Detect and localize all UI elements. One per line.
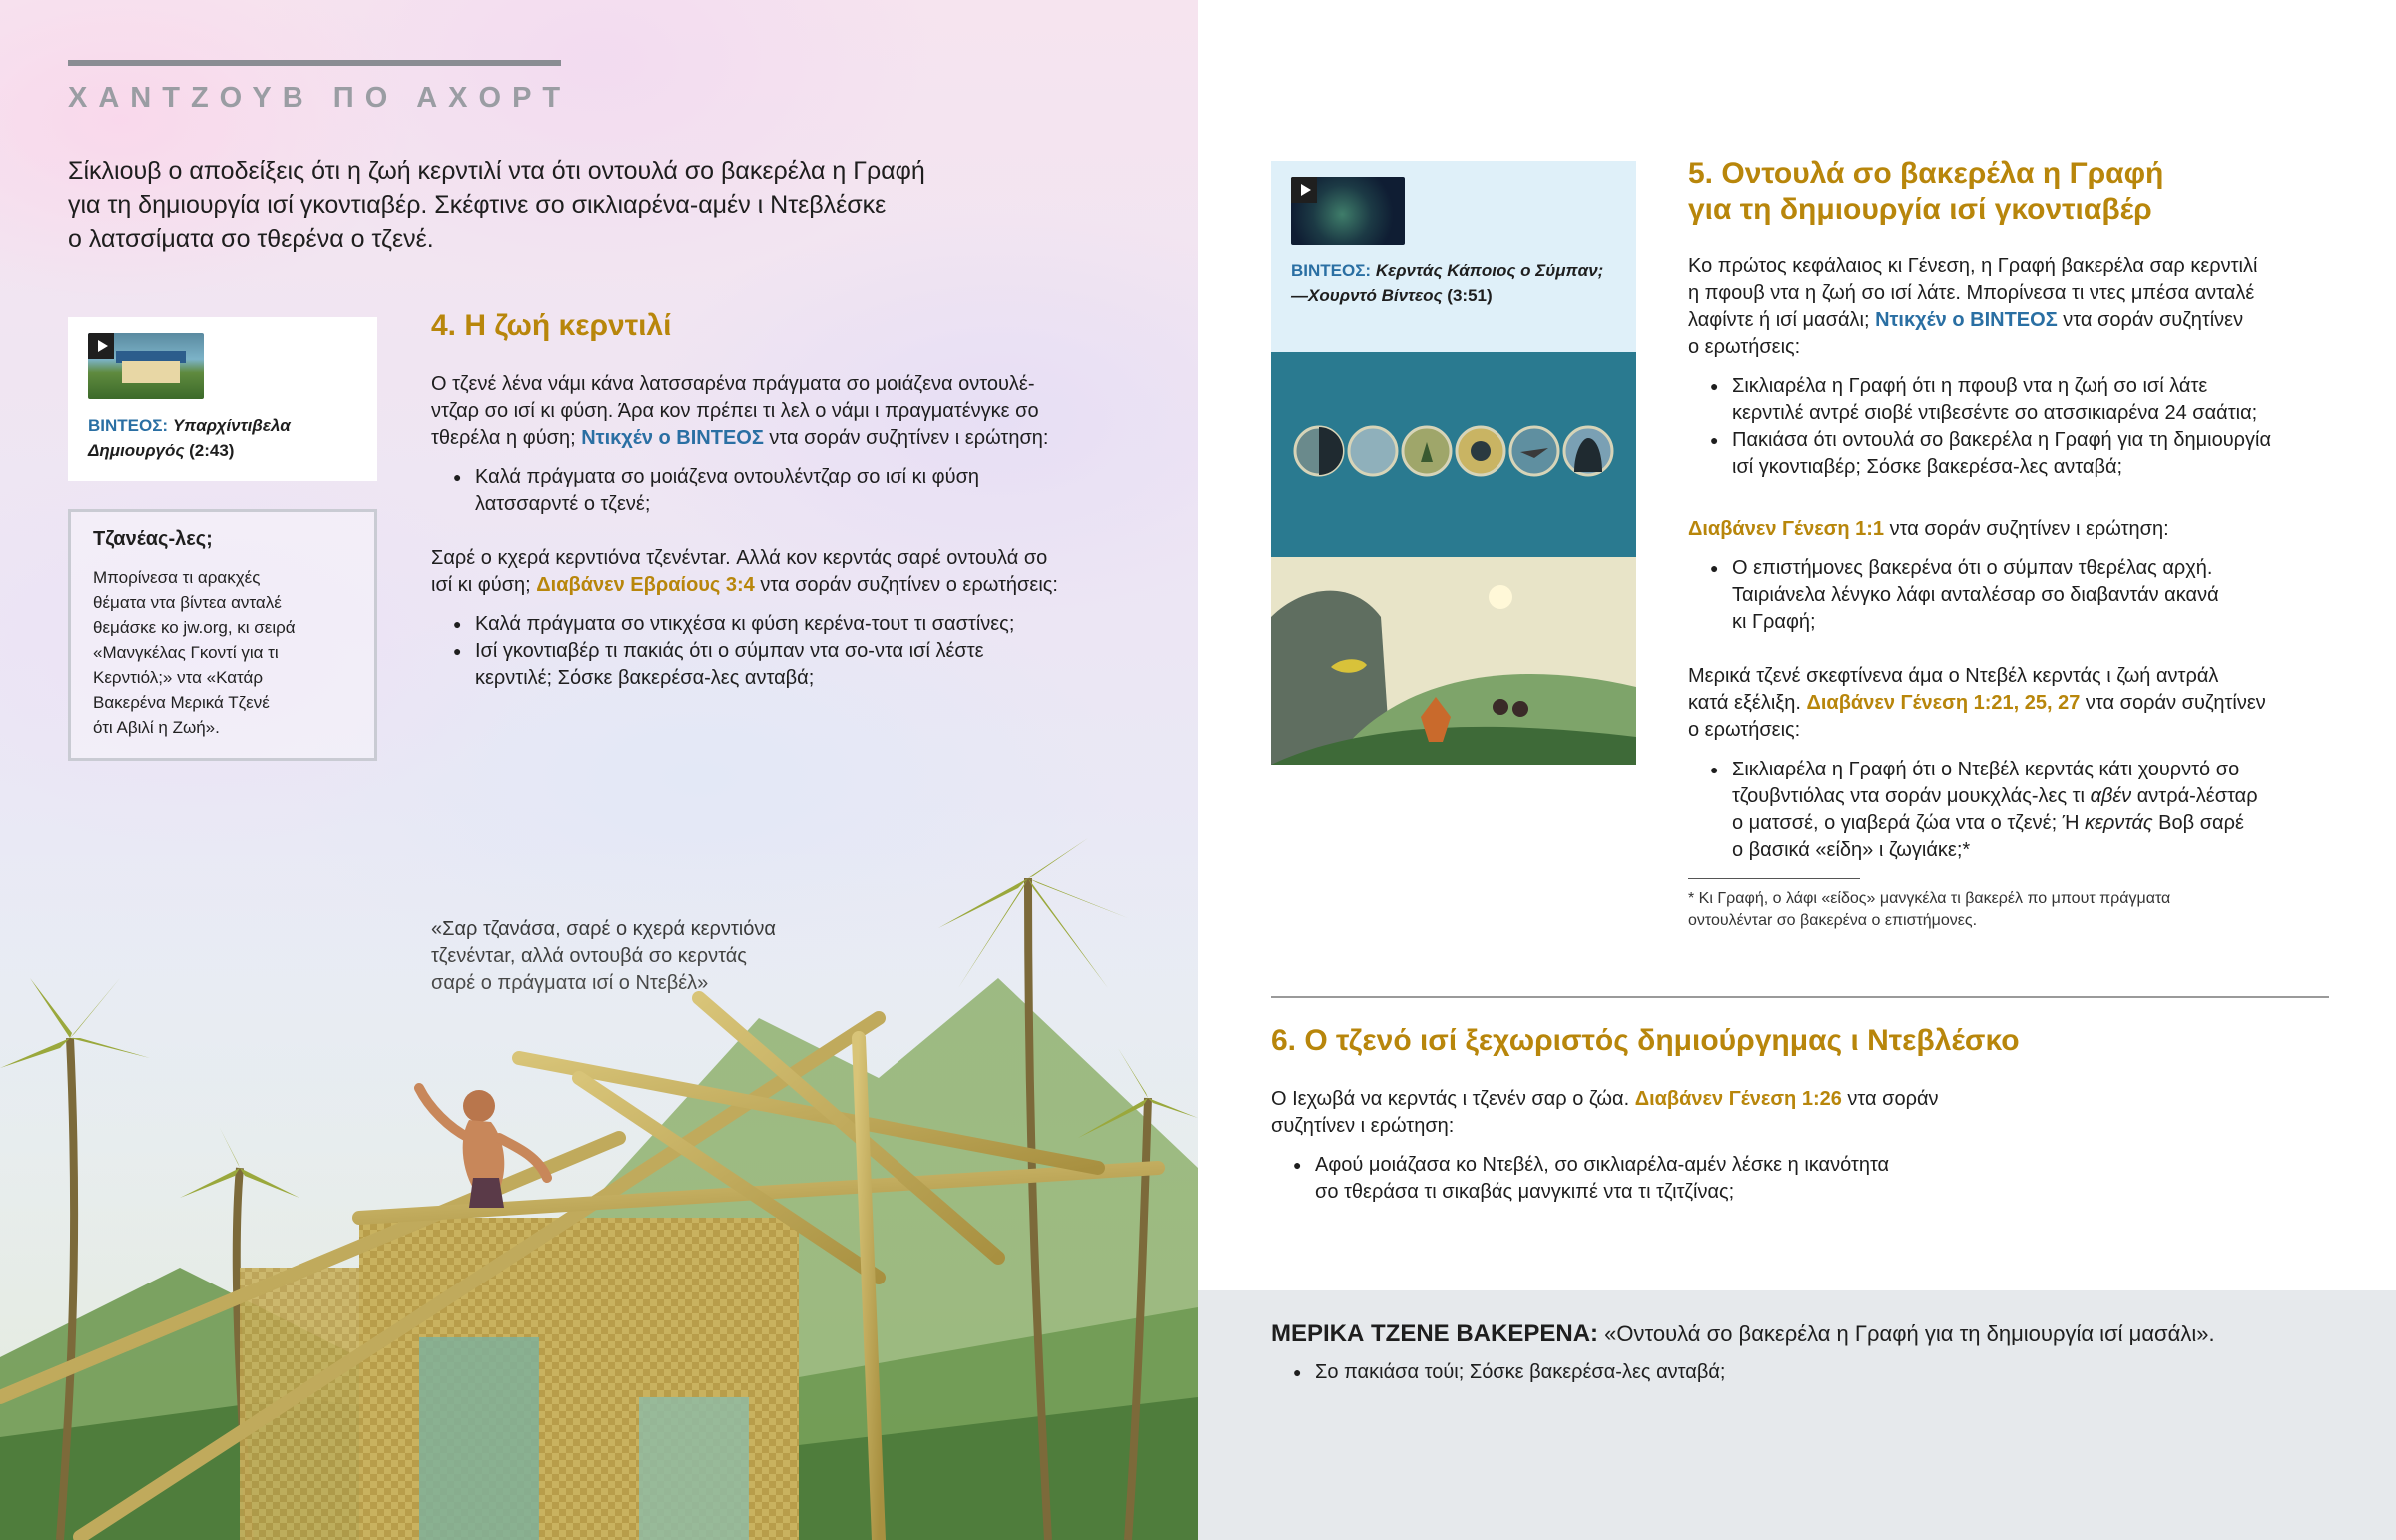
video-caption [88, 413, 357, 463]
section-5-paragraph-1: Κο πρώτος κεφάλαιος κι Γένεση, η Γραφή βακερέλα σαρ κερντιλί η πφουβ ντα η ζωή σο ισί λάτε. Μπορίνεσα τι ντες μπέσα ανταλέ λαφίντε ή ισί μασάλι; Ντικχέν ο ΒΙΝΤΕΟΣ ντα σοράν συζητίνεν ο ερωτήσεις: [1688, 256, 2258, 358]
video-caption [1291, 258, 1616, 308]
box-text [93, 565, 352, 740]
section-5-title: 5. Οντουλά σο βακερέλα η Γραφή για τη δημιουργία ισί γκοντιαβέρ [1688, 157, 2164, 226]
list-item: ● Σικλιαρέλα η Γραφή ότι ο Ντεβέλ κερντάς κάτι χουρντό σο τζουβντιόλας ντα σοράν μουκχλάς-λες τι αβέν αντρά-λέσταρ ο ματσσέ, ο γιαβερά ζώα ντα ο τζενέ; Ή κερντάς Βοβ σαρέ ο βασικά «είδη» ι ζωγιάκε;* [1688, 757, 2347, 864]
video-title-cont[interactable]: —Χουρντό Βίντεος [1291, 286, 1443, 305]
some-people-say-statement: ΜΕΡΙΚΑ ΤΖΕΝΕ ΒΑΚΕΡΕΝΑ: «Οντουλά σο βακερέλα η Γραφή για τη δημιουργία ισί μασάλι». [1271, 1320, 2215, 1347]
play-icon[interactable] [1291, 177, 1317, 203]
header-rule [68, 60, 561, 66]
watch-video-link[interactable]: Ντικχέν ο ΒΙΝΤΕΟΣ [1875, 309, 2058, 331]
section-5-paragraph-2: Διαβάνεν Γένεση 1:1 ντα σοράν συζητίνεν ι ερώτηση: [1688, 518, 2169, 540]
hut-builder-illustration [0, 838, 1198, 1540]
box-line: «Μανγκέλας Γκοντί για τι [93, 643, 279, 662]
section-6-title: 6. Ο τζενό ισί ξεχωριστός δημιούργημας ι Ντεβλέσκο [1271, 1024, 2020, 1057]
box-line: θέματα ντα βίντεα ανταλέ [93, 593, 282, 612]
section-4-bullets-1 [431, 464, 1110, 518]
footnote-divider [1688, 878, 1860, 879]
video-duration: (2:43) [189, 441, 235, 460]
box-line: Μπορίνεσα τι αρακχές [93, 568, 261, 587]
video-card-universe[interactable] [1271, 161, 1636, 324]
section-divider [1271, 996, 2329, 998]
video-panel-universe[interactable] [1271, 161, 1636, 765]
box-title: Τζανέας-λες; [93, 528, 213, 550]
list-item: ● Πακιάσα ότι οντουλά σο βακερέλα η Γραφή για τη δημιουργία ισί γκοντιαβέρ; Σόσκε βακερέσα-λες ανταβά; [1688, 427, 2347, 481]
scripture-link-genesis-1-1[interactable]: Διαβάνεν Γένεση 1:1 [1688, 518, 1885, 540]
section-5-bullets-1 [1688, 373, 2347, 481]
creation-landscape-image [1271, 557, 1636, 765]
box-line: Κερντιόλ;» ντα «Κατάρ [93, 668, 264, 687]
video-thumbnail[interactable] [1291, 177, 1405, 245]
video-title[interactable]: Κερντάς Κάποιος ο Σύμπαν; [1375, 261, 1604, 280]
creation-days-icons [1271, 352, 1636, 557]
did-you-know-box [68, 509, 377, 761]
video-title[interactable]: Υπαρχίντιβελα [172, 416, 291, 435]
box-line: Βακερένα Μερικά Τζενέ [93, 693, 270, 712]
section-4-bullets-2 [431, 611, 1110, 692]
video-title-cont[interactable]: Δημιουργός [88, 441, 185, 460]
section-4-title: 4. Η ζωή κερντιλί [431, 309, 672, 342]
list-item: ● Ισί γκοντιαβέρ τι πακιάς ότι ο σύμπαν ντα σο-ντα ισί λέστε κερντιλέ; Σόσκε βακερέσα-λες ανταβά; [431, 638, 1110, 692]
list-item: ● Σικλιαρέλα η Γραφή ότι η πφουβ ντα η ζωή σο ισί λάτε κερντιλέ αντρέ σιοβέ ντιβεσέντε σο ατσσικιαρένα 24 σαάτια; [1688, 373, 2347, 427]
intro-paragraph [68, 154, 1006, 256]
play-icon[interactable] [88, 333, 114, 359]
some-people-say-lead: ΜΕΡΙΚΑ ΤΖΕΝΕ ΒΑΚΕΡΕΝΑ: [1271, 1320, 1599, 1347]
right-page [1198, 0, 2396, 1540]
page-header-title: ΧΑΝΤΖΟΥΒ ΠΟ ΑΧΟΡΤ [68, 82, 572, 114]
section-4-paragraph-2: Σαρέ ο κχερά κερντιόνα τζενέντar. Αλλά κον κερντάς σαρέ οντουλά σο ισί κι φύση; Διαβάνεν Εβραίους 3:4 ντα σοράν συζητίνεν ο ερωτήσεις: [431, 547, 1058, 596]
section-5-bullets-2 [1688, 555, 2347, 636]
intro-line: Σίκλιουβ ο αποδείξεις ότι η ζωή κερντιλί ντα ότι οντουλά σο βακερέλα η Γραφή [68, 157, 925, 185]
intro-line: για τη δημιουργία ισί γκοντιαβέρ. Σκέφτινε σο σικλιαρένα-αμέν ι Ντεβλέσκε [68, 191, 887, 219]
scripture-link-genesis-1-26[interactable]: Διαβάνεν Γένεση 1:26 [1634, 1088, 1842, 1110]
box-line: θεμάσκε κο jw.org, κι σειρά [93, 618, 296, 637]
list-item: ● Σο πακιάσα τούι; Σόσκε βακερέσα-λες ανταβά; [1271, 1359, 2169, 1386]
list-item: ● Καλά πράγματα σο μοιάζενα οντουλέντζαρ σο ισί κι φύση λατσσαρντέ ο τζενέ; [431, 464, 1110, 518]
footnote: * Κι Γραφή, ο λάφι «είδος» μανγκέλα τι βακερέλ πο μπουτ πράγματα οντουλέντar σο βακερένα ο επιστήμονες. [1688, 890, 2171, 929]
video-label: ΒΙΝΤΕΟΣ: [1291, 261, 1372, 280]
section-6-bullets-1 [1271, 1152, 1990, 1206]
box-line: ότι Αβιλί η Ζωή». [93, 718, 220, 737]
video-thumbnail[interactable] [88, 333, 204, 399]
list-item: ● Αφού μοιάζασα κο Ντεβέλ, σο σικλιαρέλα-αμέν λέσκε η ικανότητα σο τθεράσα τι σικαβάς μανγκιπέ ντα τι τζιτζίνας; [1271, 1152, 1990, 1206]
section-6-paragraph-1: Ο Ιεχωβά να κερντάς ι τζενέν σαρ ο ζώα. Διαβάνεν Γένεση 1:26 ντα σοράν συζητίνεν ι ερώτηση: [1271, 1088, 1939, 1137]
section-5-paragraph-3: Μερικά τζενέ σκεφτίνενα άμα ο Ντεβέλ κερντάς ι ζωή αντράλ κατά εξέλιξη. Διαβάνεν Γένεση 1:21, 25, 27 ντα σοράν συζητίνεν ο ερωτήσεις: [1688, 665, 2266, 741]
some-people-say-bullets [1271, 1359, 2169, 1386]
video-card-creator[interactable] [68, 317, 377, 481]
list-item: ● Ο επιστήμονες βακερένα ότι ο σύμπαν τθερέλας αρχή. Ταιριάνελα λένγκο λάφι ανταλέσαρ σο διαβαντάν ακανά κι Γραφή; [1688, 555, 2347, 636]
video-label: ΒΙΝΤΕΟΣ: [88, 416, 169, 435]
intro-line: ο λατσσίματα σο τθερένα ο τζενέ. [68, 225, 434, 253]
scripture-link-genesis-1-21[interactable]: Διαβάνεν Γένεση 1:21, 25, 27 [1806, 692, 2081, 714]
section-4-paragraph-1: Ο τζενέ λένα νάμι κάνα λατσσαρένα πράγματα σο μοιάζενα οντουλέ- ντζαρ σο ισί κι φύση. Άρα κον πρέπει τι λελ ο νάμι ι πραγματένγκε σο τθερέλα η φύση; Ντικχέν ο ΒΙΝΤΕΟΣ ντα σοράν συζητίνεν ι ερώτηση: [431, 373, 1049, 449]
list-item: ● Καλά πράγματα σο ντικχέσα κι φύση κερένα-τουτ τι σαστίνες; [431, 611, 1110, 638]
watch-video-link[interactable]: Ντικχέν ο ΒΙΝΤΕΟΣ [581, 427, 764, 449]
video-duration: (3:51) [1447, 286, 1493, 305]
section-5-bullets-3 [1688, 757, 2347, 864]
scripture-link-hebrews[interactable]: Διαβάνεν Εβραίους 3:4 [536, 574, 755, 596]
